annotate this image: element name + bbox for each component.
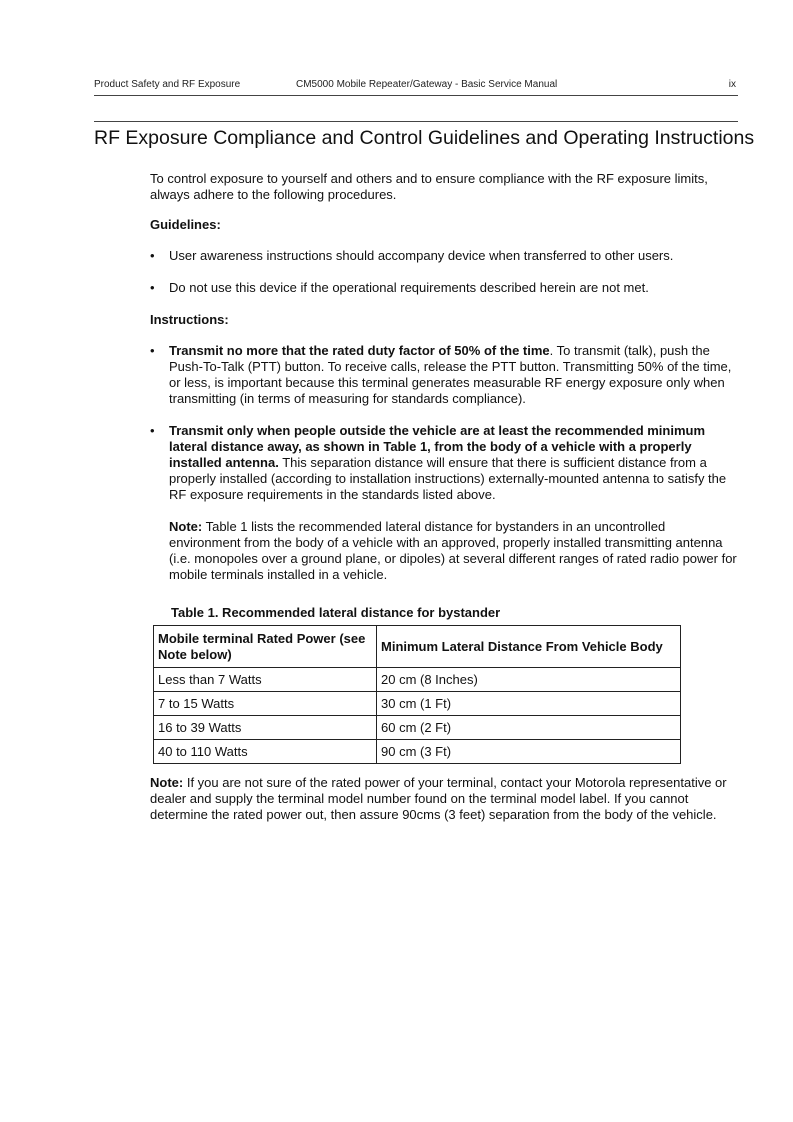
table-footnote (150, 775, 740, 823)
bullet-icon: • (150, 280, 155, 295)
note-label: Note: (169, 519, 203, 534)
body-content (150, 171, 740, 823)
cell-power: 16 to 39 Watts (154, 716, 377, 740)
header-section: Product Safety and RF Exposure (94, 79, 241, 90)
guidelines-list (150, 248, 740, 296)
list-item (150, 343, 740, 407)
header-manual-title: CM5000 Mobile Repeater/Gateway - Basic Service Manual (296, 79, 558, 90)
page-title: RF Exposure Compliance and Control Guidelines and Operating Instructions (94, 127, 755, 149)
title-divider (94, 121, 738, 122)
guideline-text: Do not use this device if the operational requirements described herein are not met. (169, 280, 649, 295)
column-header-distance: Minimum Lateral Distance From Vehicle Body (377, 626, 681, 668)
cell-distance: 90 cm (3 Ft) (377, 740, 681, 764)
cell-distance: 60 cm (2 Ft) (377, 716, 681, 740)
instruction-emphasis: Transmit no more that the rated duty factor of 50% of the time (169, 343, 550, 358)
table-row (154, 716, 681, 740)
distance-table (153, 625, 681, 764)
cell-power: 7 to 15 Watts (154, 692, 377, 716)
guidelines-heading: Guidelines: (150, 217, 221, 232)
instruction-text: . To transmit (talk), push the Push-To-Talk (PTT) button. To receive calls, release the PTT button. Transmitting 50% of the time, or less, is important because this terminal generates measurable RF energy exposure only when transmitting (in terms of measuring for standards compliance). (169, 343, 732, 406)
table-header-row (154, 626, 681, 668)
header-page-number: ix (728, 79, 736, 90)
bullet-icon: • (150, 248, 155, 263)
bullet-icon: • (150, 343, 155, 358)
cell-power: Less than 7 Watts (154, 668, 377, 692)
note-text: Table 1 lists the recommended lateral distance for bystanders in an uncontrolled environment from the body of a vehicle with an approved, properly installed transmitting antenna (i.e. monopoles over a ground plane, or dipoles) at several different ranges of rated radio power for mobile terminals installed in a vehicle. (169, 519, 737, 582)
guideline-text: User awareness instructions should accompany device when transferred to other users. (169, 248, 674, 263)
table-caption: Table 1. Recommended lateral distance for bystander (171, 605, 501, 620)
instructions-heading: Instructions: (150, 312, 229, 327)
cell-distance: 20 cm (8 Inches) (377, 668, 681, 692)
footnote-label: Note: (150, 775, 184, 790)
list-item (150, 248, 740, 264)
instruction-note (169, 519, 740, 583)
table-row (154, 692, 681, 716)
instructions-list (150, 343, 740, 503)
cell-power: 40 to 110 Watts (154, 740, 377, 764)
list-item (150, 280, 740, 296)
table-row (154, 668, 681, 692)
cell-distance: 30 cm (1 Ft) (377, 692, 681, 716)
running-header (94, 79, 738, 93)
column-header-power: Mobile terminal Rated Power (see Note below) (154, 626, 377, 668)
table-row (154, 740, 681, 764)
list-item (150, 423, 740, 503)
intro-paragraph: To control exposure to yourself and others and to ensure compliance with the RF exposure limits, always adhere to the following procedures. (150, 171, 708, 202)
bullet-icon: • (150, 423, 155, 438)
footnote-text: If you are not sure of the rated power of your terminal, contact your Motorola representative or dealer and supply the terminal model number found on the terminal model label. If you cannot determine the rated power out, then assure 90cms (3 feet) separation from the body of the vehicle. (150, 775, 727, 822)
instruction-emphasis: Transmit only when people outside the vehicle are at least the recommended minimum lateral distance away, as shown in Table 1, from the body of a vehicle with a properly installed antenna. (169, 423, 706, 470)
header-divider (94, 95, 738, 96)
instruction-text: This separation distance will ensure that there is sufficient distance from a properly installed (according to installation instructions) externally-mounted antenna to satisfy the RF exposure requirements in the standards listed above. (169, 455, 727, 502)
